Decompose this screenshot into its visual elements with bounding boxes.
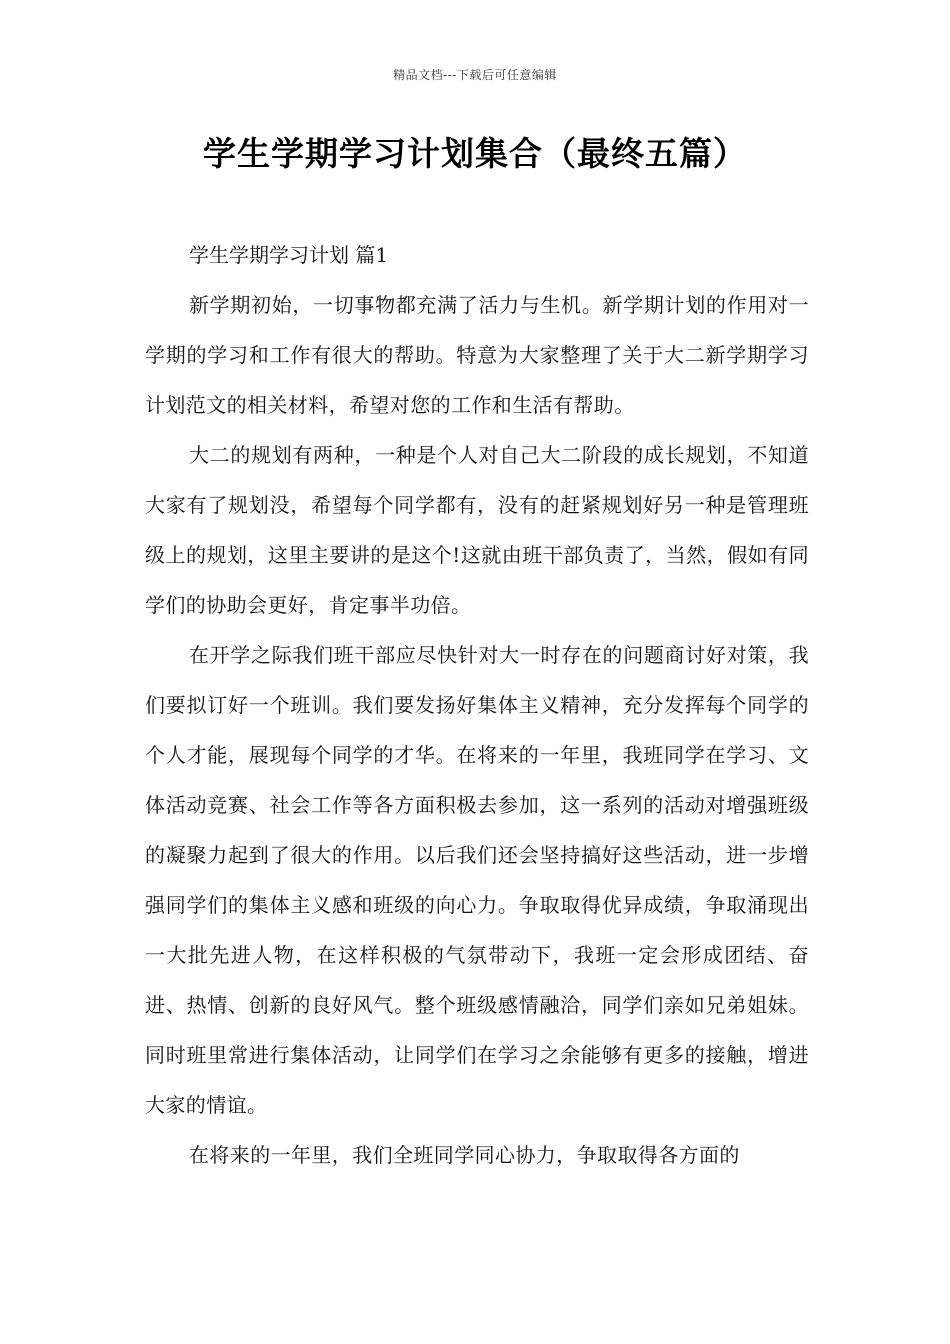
paragraph: 新学期初始，一切事物都充满了活力与生机。新学期计划的作用对一学期的学习和工作有很大的帮助。特意为大家整理了关于大二新学期学习计划范文的相关材料，希望对您的工作和生活有帮助。 [145,293,809,417]
paragraph: 在将来的一年里，我们全班同学同心协力，争取取得各方面的 [189,1143,740,1167]
header-note: 精品文档---下载后可任意编辑 [393,68,557,82]
section-heading: 学生学期学习计划 篇1 [189,243,389,267]
document-body [145,230,809,1180]
paragraph: 大二的规划有两种，一种是个人对自己大二阶段的成长规划，不知道大家有了规划没，希望每个同学都有，没有的赶紧规划好另一种是管理班级上的规划，这里主要讲的是这个!这就由班干部负责了，当然，假如有同学们的协助会更好，肯定事半功倍。 [145,443,809,617]
paragraph: 在开学之际我们班干部应尽快针对大一时存在的问题商讨好对策，我们要拟订好一个班训。我们要发扬好集体主义精神，充分发挥每个同学的个人才能，展现每个同学的才华。在将来的一年里，我班同学在学习、文体活动竞赛、社会工作等各方面积极去参加，这一系列的活动对增强班级的凝聚力起到了很大的作用。以后我们还会坚持搞好这些活动，进一步增强同学们的集体主义感和班级的向心力。争取取得优异成绩，争取涌现出一大批先进人物，在这样积极的气氛带动下，我班一定会形成团结、奋进、热情、创新的良好风气。整个班级感情融洽，同学们亲如兄弟姐妹。同时班里常进行集体活动，让同学们在学习之余能够有更多的接触，增进大家的情谊。 [145,643,809,1117]
document-title: 学生学期学习计划集合（最终五篇） [203,134,747,173]
